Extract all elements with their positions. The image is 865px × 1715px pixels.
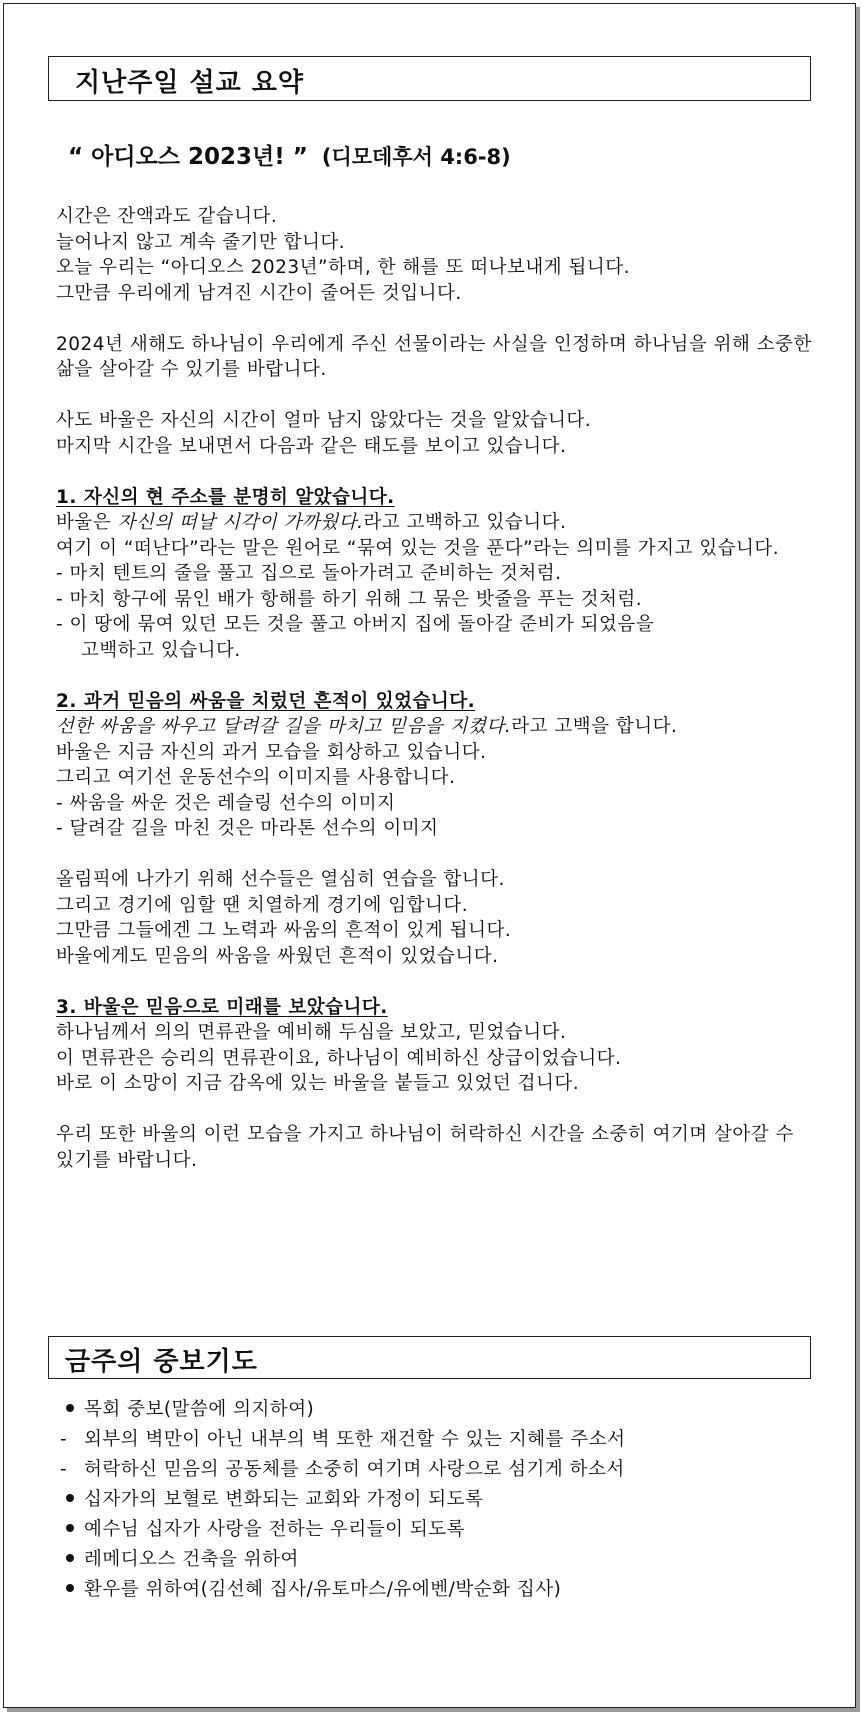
section1-item: - 마치 항구에 묶인 배가 항해를 하기 위해 그 묶은 밧줄을 푸는 것처럼.: [56, 588, 643, 610]
sermon-body: [56, 204, 816, 1173]
prayer-list: [60, 1395, 820, 1605]
section3-line: 하나님께서 의의 면류관을 예비해 두심을 보았고, 믿었습니다.: [56, 1022, 567, 1043]
prayer-heading: 금주의 중보기도: [48, 1336, 811, 1379]
paul-intro-line: 마지막 시간을 보내면서 다음과 같은 태도를 보이고 있습니다.: [56, 435, 567, 457]
section1-line2: 여기 이 “떠난다”라는 말은 원어로 “묶여 있는 것을 푼다”라는 의미를 가지고 있습니다.: [56, 537, 780, 559]
dash-icon: -: [60, 1459, 68, 1480]
section2-line: 바울은 지금 자신의 과거 모습을 회상하고 있습니다.: [56, 741, 487, 763]
sermon-title: “ 아디오스 2023년! ”: [68, 144, 308, 170]
section1-item: - 마치 텐트의 줄을 풀고 집으로 돌아가려고 준비하는 것처럼.: [56, 563, 562, 584]
section2-line1: 선한 싸움을 싸우고 달려갈 길을 마치고 믿음을 지켰다.라고 고백을 합니다.: [56, 716, 678, 737]
prayer-item: 레메디오스 건축을 위하여: [60, 1545, 820, 1575]
closing-paragraph: 우리 또한 바울의 이런 모습을 가지고 하나님이 허락하신 시간을 소중히 여기며 살아갈 수 있기를 바랍니다.: [56, 1124, 794, 1171]
section2-line: - 달려갈 길을 마친 것은 마라톤 선수의 이미지: [56, 818, 439, 839]
sermon-reference: (디모데후서 4:6-8): [321, 145, 511, 169]
section3-line: 바로 이 소망이 지금 감옥에 있는 바울을 붙들고 있었던 겁니다.: [56, 1073, 580, 1094]
bullet-icon: [66, 1404, 74, 1412]
prayer-item: 목회 중보(말씀에 의지하여): [60, 1395, 820, 1425]
intro-line: 그만큼 우리에게 남겨진 시간이 줄어든 것입니다.: [56, 282, 462, 304]
bullet-icon: [66, 1584, 74, 1592]
section3-title: 3. 바울은 믿음으로 미래를 보았습니다.: [56, 996, 388, 1018]
section2-para: 올림픽에 나가기 위해 선수들은 열심히 연습을 합니다.: [56, 869, 505, 890]
section3-line: 이 면류관은 승리의 면류관이요, 하나님이 예비하신 상급이었습니다.: [56, 1047, 622, 1069]
bullet-icon: [66, 1524, 74, 1532]
section2-line: 그리고 여기선 운동선수의 이미지를 사용합니다.: [56, 767, 456, 788]
intro-line: 시간은 잔액과도 같습니다.: [56, 206, 278, 227]
prayer-item: 예수님 십자가 사랑을 전하는 우리들이 되도록: [60, 1515, 820, 1545]
prayer-item: 십자가의 보혈로 변화되는 교회와 가정이 되도록: [60, 1485, 820, 1515]
section1-title: 1. 자신의 현 주소를 분명히 알았습니다.: [56, 486, 395, 508]
section2-para: 바울에게도 믿음의 싸움을 싸웠던 흔적이 있었습니다.: [56, 945, 499, 967]
prayer-subitem: - 허락하신 믿음의 공동체를 소중히 여기며 사랑으로 섬기게 하소서: [60, 1455, 820, 1485]
section2-para: 그리고 경기에 임할 땐 치열하게 경기에 임합니다.: [56, 894, 469, 916]
paul-intro-line: 사도 바울은 자신의 시간이 얼마 남지 않았다는 것을 알았습니다.: [56, 410, 592, 431]
section1-line1: 바울은 자신의 떠날 시각이 가까웠다.라고 고백하고 있습니다.: [56, 512, 567, 533]
section2-line: - 싸움을 싸운 것은 레슬링 선수의 이미지: [56, 792, 396, 814]
intro-line: 오늘 우리는 “아디오스 2023년”하며, 한 해를 또 떠나보내게 됩니다.: [56, 257, 630, 278]
section1-item: - 이 땅에 묶여 있던 모든 것을 풀고 아버지 집에 돌아갈 준비가 되었음을: [56, 614, 655, 635]
section2-para: 그만큼 그들에겐 그 노력과 싸움의 흔적이 있게 됩니다.: [56, 920, 512, 941]
bullet-icon: [66, 1554, 74, 1562]
dash-icon: -: [60, 1429, 68, 1450]
bullet-icon: [66, 1494, 74, 1502]
intro-line: 늘어나지 않고 계속 줄기만 합니다.: [56, 231, 346, 253]
sermon-title-line: [68, 138, 511, 171]
new-year-paragraph: 2024년 새해도 하나님이 우리에게 주신 선물이라는 사실을 인정하며 하나님을 위해 소중한 삶을 살아갈 수 있기를 바랍니다.: [56, 333, 812, 380]
section1-item-cont: 고백하고 있습니다.: [81, 639, 241, 661]
prayer-subitem: - 외부의 벽만이 아닌 내부의 벽 또한 재건할 수 있는 지혜를 주소서: [60, 1425, 820, 1455]
prayer-item: 환우를 위하여(김선혜 집사/유토마스/유에벤/박순화 집사): [60, 1575, 820, 1605]
sermon-summary-heading: 지난주일 설교 요약: [48, 56, 811, 101]
section2-title: 2. 과거 믿음의 싸움을 치렀던 흔적이 있었습니다.: [56, 690, 476, 712]
